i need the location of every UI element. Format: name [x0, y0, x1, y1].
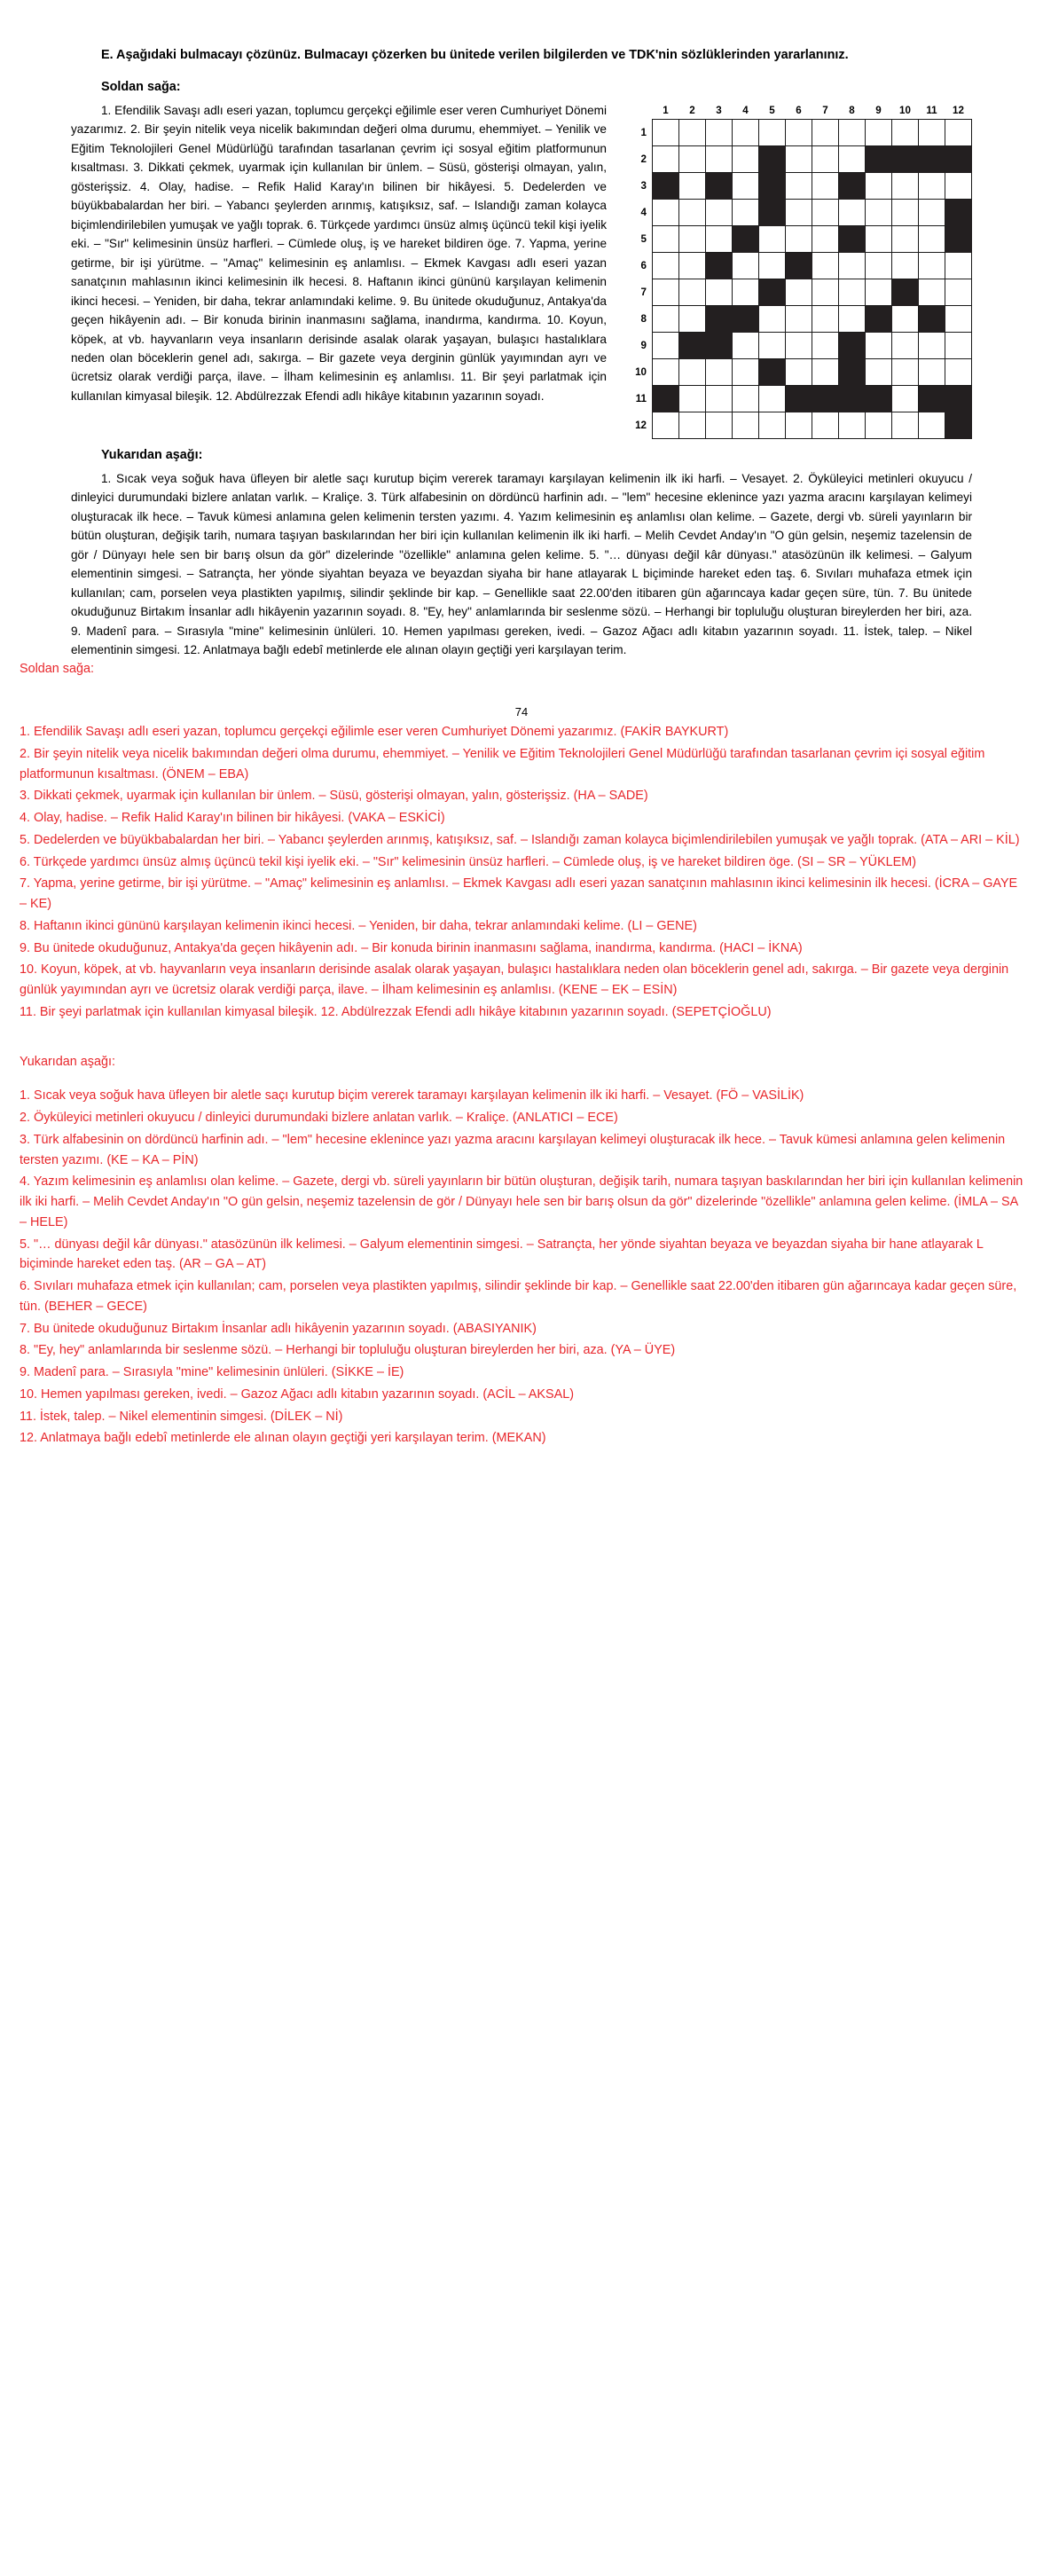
- crossword-cell-empty[interactable]: [945, 305, 972, 332]
- crossword-row-label-12: 12: [635, 419, 647, 431]
- crossword-cell-blocked: [759, 145, 786, 172]
- crossword-cell-blocked: [733, 225, 759, 252]
- crossword-cell-empty[interactable]: [759, 305, 786, 332]
- crossword-cell-empty[interactable]: [653, 305, 679, 332]
- answer-across-item-8: 8. Haftanın ikinci gününü karşılayan kelimenin ikinci hecesi. – Yeniden, bir daha, tekrar anlamındaki kelime. (LI – GENE): [20, 918, 697, 933]
- crossword-cell-empty[interactable]: [839, 412, 866, 438]
- crossword-cell-empty[interactable]: [786, 199, 812, 225]
- crossword-cell-blocked: [786, 252, 812, 279]
- crossword-cell-empty[interactable]: [812, 225, 839, 252]
- crossword-cell-empty[interactable]: [945, 252, 972, 279]
- crossword-cell-blocked: [786, 385, 812, 412]
- crossword-cell-empty[interactable]: [919, 252, 945, 279]
- crossword-cell-empty[interactable]: [733, 358, 759, 385]
- crossword-cell-blocked: [892, 279, 919, 305]
- crossword-cell-empty[interactable]: [812, 305, 839, 332]
- crossword-corner: [630, 103, 653, 120]
- answer-down-item-1: 1. Sıcak veya soğuk hava üfleyen bir aletle saçı kurutup biçim vererek taramayı karşılayan kelimenin ilk iki harfi. – Vesayet. (FÖ – VASİLİK): [20, 1088, 804, 1103]
- crossword-cell-blocked: [759, 358, 786, 385]
- answer-down-item-3: 3. Türk alfabesinin on dördüncü harfinin adı. – "lem" hecesine eklenince yazı yazma aracını karşılayan kelimeyi oluşturacak ilk hece. – Tavuk kümesi anlamına gelen kelimenin tersten yazımı. (KE – KA – PİN): [20, 1132, 1006, 1167]
- crossword-cell-empty[interactable]: [892, 385, 919, 412]
- across-clues-text: 1. Efendilik Savaşı adlı eseri yazan, toplumcu gerçekçi eğilimle eser veren Cumhuriyet Dönemi yazarımız. 2. Bir şeyin nitelik veya nicelik bakımından değeri olma durumu, ehemmiyet. – Yenilik ve Eğitim Teknolojileri Genel Müdürlüğü tarafından tasarlanan çevrim içi sosyal eğitim platformunun kısaltması. 3. Dikkati çekmek, uyarmak için kullanılan bir ünlem. – Süsü, gösterişi olmayan, yalın, gösterişsiz. 4. Olay, hadise. – Refik Halid Karay'ın bilinen bir hikâyesi. 5. Dedelerden ve büyükbabalardan her biri. – Yabancı şeylerden arınmış, katışıksız, saf. – Islandığı zaman kolayca biçimlendirilebilen yumuşak ve yağlı toprak. 6. Türkçede yardımcı ünsüz almış üçüncü tekil kişi iyelik eki. – "Sır" kelimesinin ünsüz harfleri. – Cümlede oluş, iş ve hareket bildiren öge. 7. Yapma, yerine getirme, bir işi yürütme. – "Amaç" kelimesinin eş anlamlısı. – Ekmek Kavgası adlı eseri yazan sanatçının mahlasının ikinci kelimesinin ilk hecesi. 8. Haftanın ikinci gününü karşılayan kelimenin ikinci hecesi. – Yeniden, bir daha, tekrar anlamındaki kelime. 9. Bu ünitede okuduğunuz, Antakya'da geçen hikâyenin adı. – Bir konuda birinin inanmasını sağlama, inandırma, kandırma. 10. Koyun, köpek, at vb. hayvanların veya insanların derisinde asalak olarak yaşayan, bulaşıcı hastalıklara neden olan böceklerin genel adı, sakırga. – Bir gazete veya derginin günlük yayımından ayrı ve ücretsiz olarak verdiği parça, ilave. – İlham kelimesinin eş anlamlısı. 11. Bir şeyi parlatmak için kullanılan kimyasal bileşik. 12. Abdülrezzak Efendi adlı hikâye kitabının yazarının soyadı.: [71, 103, 607, 403]
- crossword-cell-empty[interactable]: [679, 172, 706, 199]
- crossword-cell-empty[interactable]: [812, 358, 839, 385]
- answer-across-item-2: 2. Bir şeyin nitelik veya nicelik bakımından değeri olma durumu, ehemmiyet. – Yenilik ve Eğitim Teknolojileri Genel Müdürlüğü tarafından tasarlanan çevrim içi sosyal eğitim platformunun kısaltması. (ÖNEM – EBA): [20, 746, 985, 781]
- crossword-cell-blocked: [866, 305, 892, 332]
- crossword-cell-empty[interactable]: [786, 145, 812, 172]
- crossword-cell-empty[interactable]: [733, 199, 759, 225]
- crossword-cell-empty[interactable]: [839, 119, 866, 145]
- crossword-cell-blocked: [733, 305, 759, 332]
- crossword-cell-blocked: [759, 172, 786, 199]
- crossword-grid-container: [630, 103, 972, 439]
- crossword-row: [630, 412, 972, 438]
- crossword-row-label-9: 9: [640, 339, 647, 351]
- answer-key-down-heading: Yukarıdan aşağı:: [20, 1054, 116, 1069]
- crossword-col-label-9: 9: [875, 105, 882, 117]
- crossword-cell-empty[interactable]: [679, 279, 706, 305]
- crossword-cell-empty[interactable]: [786, 305, 812, 332]
- crossword-cell-blocked: [919, 305, 945, 332]
- answer-down-item-2: 2. Öyküleyici metinleri okuyucu / dinleyici durumundaki bizlere anlatan varlık. – Kraliçe. (ANLATICI – ECE): [20, 1111, 618, 1126]
- crossword-cell-empty[interactable]: [733, 412, 759, 438]
- crossword-cell-blocked: [706, 332, 733, 358]
- crossword-cell-empty[interactable]: [653, 412, 679, 438]
- crossword-cell-empty[interactable]: [866, 332, 892, 358]
- crossword-cell-empty[interactable]: [892, 332, 919, 358]
- crossword-cell-empty[interactable]: [653, 199, 679, 225]
- crossword-cell-empty[interactable]: [733, 332, 759, 358]
- crossword-cell-empty[interactable]: [679, 225, 706, 252]
- crossword-cell-empty[interactable]: [733, 119, 759, 145]
- answer-down-item-12: 12. Anlatmaya bağlı edebî metinlerde ele alınan olayın geçtiği yeri karşılayan terim. (MEKAN): [20, 1431, 546, 1446]
- crossword-cell-empty[interactable]: [866, 279, 892, 305]
- crossword-cell-empty[interactable]: [919, 279, 945, 305]
- crossword-row: [630, 252, 972, 279]
- crossword-col-label-10: 10: [899, 105, 911, 117]
- crossword-cell-empty[interactable]: [866, 358, 892, 385]
- crossword-cell-empty[interactable]: [892, 252, 919, 279]
- crossword-cell-empty[interactable]: [733, 145, 759, 172]
- crossword-cell-empty[interactable]: [839, 145, 866, 172]
- worksheet-intro-text: E. Aşağıdaki bulmacayı çözünüz. Bulmacayı çözerken bu ünitede verilen bilgilerden ve TDK'nin sözlüklerinden yararlanınız.: [101, 48, 849, 62]
- crossword-cell-empty[interactable]: [839, 199, 866, 225]
- answer-across-item-7: 7. Yapma, yerine getirme, bir işi yürütme. – "Amaç" kelimesinin eş anlamlısı. – Ekmek Kavgası adlı eseri yazan sanatçının mahlasının ikinci kelimesinin ilk hecesi. (İCRA – GAYE – KE): [20, 876, 1018, 912]
- answer-key-across-list: [20, 722, 1023, 1023]
- answer-across-item-10: 10. Koyun, köpek, at vb. hayvanların veya insanların derisinde asalak olarak yaşayan, bulaşıcı hastalıklara neden olan böceklerin genel adı, sakırga. – Bir gazete veya derginin günlük yayımından ayrı ve ücretsiz olarak verdiği parça, ilave. – İlham kelimesinin eş anlamlısı. (KENE – EK – ESİN): [20, 962, 1009, 998]
- crossword-cell-empty[interactable]: [706, 385, 733, 412]
- crossword-cell-blocked: [839, 332, 866, 358]
- crossword-cell-empty[interactable]: [786, 119, 812, 145]
- crossword-cell-empty[interactable]: [733, 385, 759, 412]
- crossword-row-label-5: 5: [640, 232, 647, 245]
- answer-down-item-5: 5. "… dünyası değil kâr dünyası." atasözünün ilk kelimesi. – Galyum elementinin simgesi. – Satrançta, her yönde siyahtan beyaza ve beyazdan siyaha bir hane atlayarak L biçiminde hareket eden taş. (AR – GA – AT): [20, 1237, 984, 1272]
- crossword-cell-blocked: [679, 332, 706, 358]
- crossword-cell-empty[interactable]: [892, 199, 919, 225]
- crossword-col-label-4: 4: [742, 105, 749, 117]
- crossword-cell-blocked: [839, 385, 866, 412]
- crossword-cell-blocked: [653, 172, 679, 199]
- crossword-cell-empty[interactable]: [866, 252, 892, 279]
- crossword-cell-empty[interactable]: [945, 119, 972, 145]
- crossword-cell-empty[interactable]: [653, 279, 679, 305]
- crossword-cell-empty[interactable]: [892, 305, 919, 332]
- crossword-cell-empty[interactable]: [919, 199, 945, 225]
- crossword-cell-empty[interactable]: [706, 145, 733, 172]
- crossword-cell-blocked: [945, 199, 972, 225]
- crossword-cell-empty[interactable]: [786, 332, 812, 358]
- crossword-cell-empty[interactable]: [812, 279, 839, 305]
- crossword-cell-empty[interactable]: [733, 172, 759, 199]
- crossword-cell-empty[interactable]: [919, 172, 945, 199]
- crossword-cell-blocked: [759, 199, 786, 225]
- crossword-col-label-7: 7: [822, 105, 828, 117]
- crossword-row-label-8: 8: [640, 312, 647, 325]
- crossword-cell-blocked: [892, 145, 919, 172]
- crossword-row-label-1: 1: [640, 126, 647, 138]
- crossword-cell-empty[interactable]: [679, 412, 706, 438]
- crossword-cell-blocked: [945, 412, 972, 438]
- crossword-col-label-1: 1: [663, 105, 669, 117]
- crossword-cell-empty[interactable]: [839, 279, 866, 305]
- crossword-cell-empty[interactable]: [892, 119, 919, 145]
- answer-down-item-8: 8. "Ey, hey" anlamlarında bir seslenme sözü. – Herhangi bir topluluğu oluşturan bireylerden her biri, aza. (YA – ÜYE): [20, 1343, 676, 1358]
- crossword-cell-empty[interactable]: [706, 119, 733, 145]
- crossword-row: [630, 199, 972, 225]
- crossword-cell-empty[interactable]: [919, 225, 945, 252]
- crossword-row-label-7: 7: [640, 286, 647, 298]
- crossword-row: [630, 172, 972, 199]
- answer-key-across-heading: Soldan sağa:: [20, 661, 95, 676]
- crossword-cell-empty[interactable]: [945, 279, 972, 305]
- crossword-col-label-12: 12: [953, 105, 964, 117]
- crossword-cell-blocked: [706, 252, 733, 279]
- crossword-col-label-8: 8: [849, 105, 855, 117]
- crossword-row: [630, 332, 972, 358]
- crossword-row-label-3: 3: [640, 179, 647, 192]
- crossword-cell-blocked: [945, 145, 972, 172]
- crossword-cell-empty[interactable]: [706, 199, 733, 225]
- crossword-cell-empty[interactable]: [812, 199, 839, 225]
- crossword-cell-empty[interactable]: [919, 358, 945, 385]
- crossword-row: [630, 385, 972, 412]
- crossword-row-label-4: 4: [640, 206, 647, 218]
- crossword-cell-empty[interactable]: [786, 358, 812, 385]
- crossword-row-label-2: 2: [640, 153, 647, 165]
- crossword-col-label-3: 3: [716, 105, 722, 117]
- crossword-cell-empty[interactable]: [945, 172, 972, 199]
- across-heading: Soldan sağa:: [101, 79, 181, 94]
- crossword-cell-empty[interactable]: [812, 172, 839, 199]
- crossword-cell-empty[interactable]: [653, 119, 679, 145]
- crossword-row: [630, 279, 972, 305]
- answer-down-item-7: 7. Bu ünitede okuduğunuz Birtakım İnsanlar adlı hikâyenin yazarının soyadı. (ABASIYANIK): [20, 1321, 537, 1336]
- crossword-cell-empty[interactable]: [679, 119, 706, 145]
- crossword-cell-empty[interactable]: [653, 145, 679, 172]
- answer-across-item-6: 6. Türkçede yardımcı ünsüz almış üçüncü tekil kişi iyelik eki. – "Sır" kelimesinin ünsüz harfleri. – Cümlede oluş, iş ve hareket bildiren öge. (SI – SR – YÜKLEM): [20, 854, 917, 869]
- page-number: 74: [514, 705, 529, 719]
- crossword-cell-blocked: [812, 385, 839, 412]
- down-clues-text: 1. Sıcak veya soğuk hava üfleyen bir aletle saçı kurutup biçim vererek taramayı karşılayan kelimenin ilk iki harfi. – Vesayet. 2. Öyküleyici metinleri okuyucu / dinleyici durumundaki bizlere anlatan varlık. – Kraliçe. 3. Türk alfabesinin on dördüncü harfinin adı. – "lem" hecesine eklenince yazı yazma aracını karşılayan kelimeyi oluşturacak ilk hece. – Tavuk kümesi anlamına gelen kelimenin tersten yazımı. 4. Yazım kelimesinin eş anlamlısı olan kelime. – Gazete, dergi vb. süreli yayınların bir bütün oluşturan, değişik tarih, numara taşıyan baskılarından her biri için kullanılan kelimenin ilk iki harfi. – Melih Cevdet Anday'ın "O gün gelsin, neşemiz tazelensin de gör / Dünyayı hele sen bir barış olsun da gör" dizelerinde "özellikle" anlamına gelen kelime. 5. "… dünyası değil kâr dünyası." atasözünün ilk kelimesi. – Galyum elementinin simgesi. – Satrançta, her yönde siyahtan beyaza ve beyazdan siyaha bir hane atlayarak L biçiminde hareket eden taş. 6. Sıvıları muhafaza etmek için kullanılan; cam, porselen veya plastikten yapılmış, silindir şeklinde bir kap. – Genellikle saat 22.00'den itibaren gün ağarıncaya kadar geçen süre, tün. 7. Bu ünitede okuduğunuz Birtakım İnsanlar adlı hikâyenin yazarının soyadı. 8. "Ey, hey" anlamlarında bir seslenme sözü. – Herhangi bir topluluğu oluşturan bireylerden her biri, aza. 9. Madenî para. – Sırasıyla "mine" kelimesinin ünlüleri. 10. Hemen yapılması gereken, ivedi. – Gazoz Ağacı adlı kitabın yazarının soyadı. 11. İstek, talep. – Nikel elementinin simgesi. 12. Anlatmaya bağlı edebî metinlerde ele alınan olayın geçtiği yeri karşılayan terim.: [71, 471, 972, 657]
- crossword-cell-empty[interactable]: [892, 172, 919, 199]
- answer-key: [0, 660, 1043, 1486]
- answer-down-item-10: 10. Hemen yapılması gereken, ivedi. – Gazoz Ağacı adlı kitabın yazarının soyadı. (ACİL – AKSAL): [20, 1386, 574, 1402]
- crossword-cell-empty[interactable]: [812, 145, 839, 172]
- crossword-cell-empty[interactable]: [706, 225, 733, 252]
- crossword-cell-empty[interactable]: [733, 279, 759, 305]
- crossword-cell-empty[interactable]: [679, 385, 706, 412]
- crossword-cell-empty[interactable]: [866, 225, 892, 252]
- crossword-cell-empty[interactable]: [679, 305, 706, 332]
- crossword-cell-empty[interactable]: [786, 172, 812, 199]
- crossword-cell-empty[interactable]: [812, 332, 839, 358]
- crossword-cell-empty[interactable]: [812, 252, 839, 279]
- crossword-cell-blocked: [866, 385, 892, 412]
- crossword-cell-empty[interactable]: [759, 252, 786, 279]
- crossword-cell-empty[interactable]: [759, 225, 786, 252]
- crossword-cell-blocked: [706, 172, 733, 199]
- crossword-cell-blocked: [866, 145, 892, 172]
- down-heading: Yukarıdan aşağı:: [101, 447, 203, 462]
- answer-across-item-4: 4. Olay, hadise. – Refik Halid Karay'ın bilinen bir hikâyesi. (VAKA – ESKİCİ): [20, 811, 445, 826]
- crossword-row-label-10: 10: [635, 365, 647, 378]
- crossword-cell-empty[interactable]: [892, 412, 919, 438]
- crossword-cell-empty[interactable]: [945, 358, 972, 385]
- crossword-cell-blocked: [653, 385, 679, 412]
- crossword-col-label-11: 11: [926, 105, 937, 117]
- crossword-cell-empty[interactable]: [866, 199, 892, 225]
- crossword-cell-empty[interactable]: [786, 225, 812, 252]
- crossword-col-label-2: 2: [689, 105, 695, 117]
- crossword-cell-empty[interactable]: [812, 412, 839, 438]
- answer-across-item-5: 5. Dedelerden ve büyükbabalardan her biri. – Yabancı şeylerden arınmış, katışıksız, saf. – Islandığı zaman kolayca biçimlendirilebilen yumuşak ve yağlı toprak. (ATA – ARI – KİL): [20, 832, 1020, 847]
- answer-across-item-11: 11. Bir şeyi parlatmak için kullanılan kimyasal bileşik. 12. Abdülrezzak Efendi adlı hikâye kitabının yazarının soyadı. (SEPETÇİOĞLU): [20, 1004, 772, 1019]
- crossword-cell-empty[interactable]: [759, 332, 786, 358]
- crossword-cell-empty[interactable]: [892, 358, 919, 385]
- crossword-cell-empty[interactable]: [706, 412, 733, 438]
- crossword-cell-empty[interactable]: [786, 412, 812, 438]
- answer-down-item-9: 9. Madenî para. – Sırasıyla "mine" kelimesinin ünlüleri. (SİKKE – İE): [20, 1365, 404, 1380]
- crossword-cell-blocked: [945, 225, 972, 252]
- crossword-cell-empty[interactable]: [706, 279, 733, 305]
- worksheet-intro: [71, 46, 972, 66]
- crossword-cell-empty[interactable]: [706, 358, 733, 385]
- answer-across-item-3: 3. Dikkati çekmek, uyarmak için kullanılan bir ünlem. – Süsü, gösterişi olmayan, yalın, gösterişsiz. (HA – SADE): [20, 789, 648, 804]
- crossword-cell-empty[interactable]: [653, 252, 679, 279]
- crossword-row: [630, 119, 972, 145]
- crossword-cell-empty[interactable]: [919, 332, 945, 358]
- crossword-cell-empty[interactable]: [679, 199, 706, 225]
- answer-down-item-6: 6. Sıvıları muhafaza etmek için kullanılan; cam, porselen veya plastikten yapılmış, silindir şeklinde bir kap. – Genellikle saat 22.00'den itibaren gün ağarıncaya kadar geçen süre, tün. (BEHER – GECE): [20, 1279, 1017, 1314]
- crossword-cell-empty[interactable]: [759, 412, 786, 438]
- crossword-cell-empty[interactable]: [919, 119, 945, 145]
- crossword-cell-empty[interactable]: [679, 358, 706, 385]
- crossword-grid[interactable]: [630, 103, 972, 439]
- crossword-cell-empty[interactable]: [786, 279, 812, 305]
- crossword-cell-empty[interactable]: [653, 225, 679, 252]
- crossword-cell-blocked: [919, 385, 945, 412]
- crossword-cell-blocked: [759, 279, 786, 305]
- crossword-cell-blocked: [839, 358, 866, 385]
- crossword-col-label-5: 5: [769, 105, 775, 117]
- crossword-cell-empty[interactable]: [733, 252, 759, 279]
- crossword-row: [630, 305, 972, 332]
- crossword-cell-empty[interactable]: [919, 412, 945, 438]
- answer-across-item-9: 9. Bu ünitede okuduğunuz, Antakya'da geçen hikâyenin adı. – Bir konuda birinin inanmasını sağlama, inandırma, kandırma. (HACI – İKNA): [20, 940, 803, 955]
- crossword-cell-empty[interactable]: [866, 172, 892, 199]
- worksheet: [0, 0, 1043, 660]
- crossword-cell-empty[interactable]: [892, 225, 919, 252]
- crossword-cell-empty[interactable]: [839, 305, 866, 332]
- answer-key-down-list: [20, 1086, 1023, 1449]
- crossword-cell-empty[interactable]: [759, 385, 786, 412]
- crossword-cell-blocked: [945, 385, 972, 412]
- crossword-cell-blocked: [839, 225, 866, 252]
- crossword-cell-empty[interactable]: [812, 119, 839, 145]
- crossword-row-label-6: 6: [640, 259, 647, 271]
- crossword-row: [630, 145, 972, 172]
- crossword-cell-empty[interactable]: [866, 119, 892, 145]
- crossword-cell-empty[interactable]: [839, 252, 866, 279]
- crossword-cell-empty[interactable]: [679, 252, 706, 279]
- crossword-cell-blocked: [706, 305, 733, 332]
- crossword-col-label-6: 6: [796, 105, 802, 117]
- crossword-cell-blocked: [839, 172, 866, 199]
- answer-across-item-1: 1. Efendilik Savaşı adlı eseri yazan, toplumcu gerçekçi eğilimle eser veren Cumhuriyet Dönemi yazarımız. (FAKİR BAYKURT): [20, 725, 729, 740]
- crossword-cell-empty[interactable]: [759, 119, 786, 145]
- crossword-column-header-row: [630, 103, 972, 120]
- crossword-row: [630, 358, 972, 385]
- crossword-cell-empty[interactable]: [653, 332, 679, 358]
- crossword-cell-empty[interactable]: [653, 358, 679, 385]
- crossword-cell-blocked: [919, 145, 945, 172]
- crossword-cell-empty[interactable]: [679, 145, 706, 172]
- crossword-cell-empty[interactable]: [866, 412, 892, 438]
- answer-down-item-4: 4. Yazım kelimesinin eş anlamlısı olan kelime. – Gazete, dergi vb. süreli yayınların bir bütün oluşturan, değişik tarih, numara taşıyan baskılarından her biri için kullanılan kelimenin ilk iki harfi. – Melih Cevdet Anday'ın "O gün gelsin, neşemiz tazelensin de gör / Dünyayı hele sen bir barış olsun da gör" dizelerinde "özellikle" anlamına gelen kelime. (İMLA – SA – HELE): [20, 1174, 1023, 1229]
- answer-down-item-11: 11. İstek, talep. – Nikel elementinin simgesi. (DİLEK – Nİ): [20, 1409, 343, 1424]
- crossword-row-label-11: 11: [635, 392, 647, 404]
- crossword-cell-empty[interactable]: [945, 332, 972, 358]
- crossword-row: [630, 225, 972, 252]
